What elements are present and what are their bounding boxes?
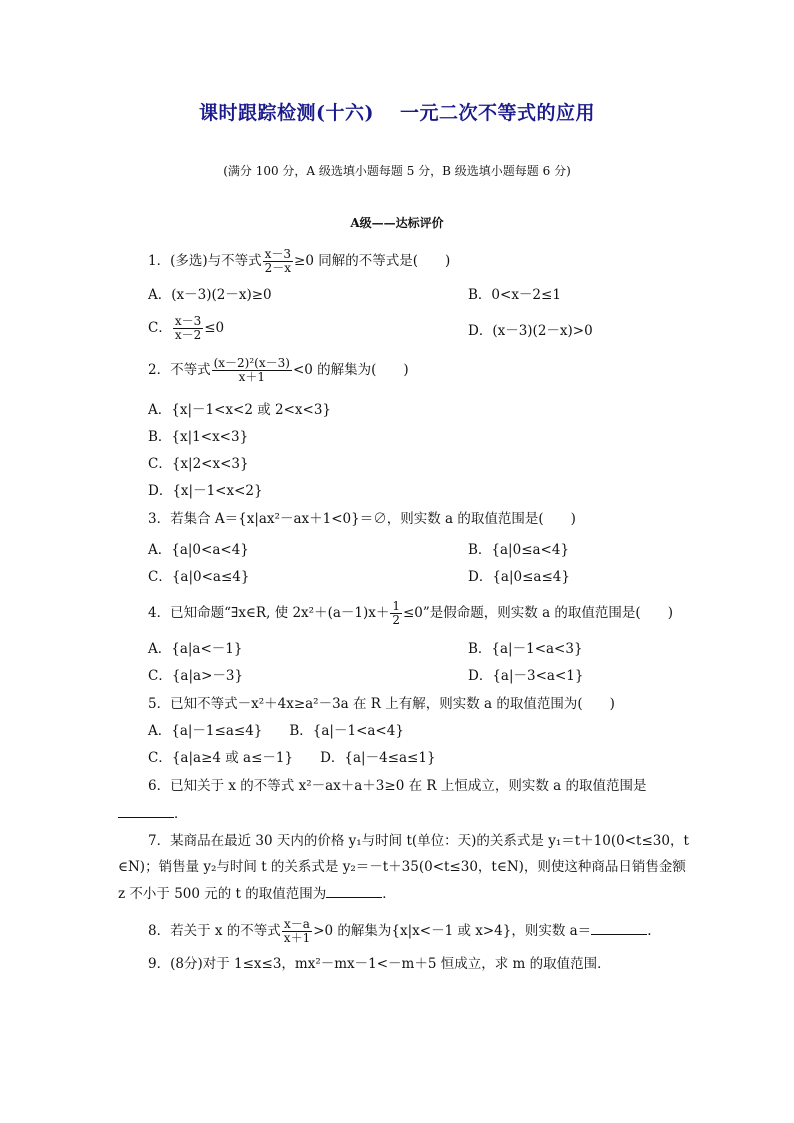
q8-fraction [282,918,312,945]
q7-answer-blank[interactable] [326,885,382,898]
q1-frac-num: x－3 [264,247,292,261]
q2-stem [148,357,409,384]
q2-fraction [212,357,292,384]
q1-stem-before: 1．(多选)与不等式 [148,253,262,269]
q2-option-a: A．{x|－1<x<2 或 2<x<3} [148,402,332,418]
q7-line2: ∈N)；销售量 y₂与时间 t 的关系式是 y₂＝－t＋35(0<t≤30，t∈N)，则使这种商品日销售金额 [118,859,686,875]
q1-option-a: A．(x－3)(2－x)≥0 [148,287,272,303]
q3-option-c: C．{a|0<a≤4} [148,569,250,585]
q3-option-a: A．{a|0<a<4} [148,542,249,558]
q1-option-c-label: C． [148,320,172,336]
q4-option-c: C．{a|a>－3} [148,668,244,684]
q6-line1: 6．已知关于 x 的不等式 x²－ax＋a＋3≥0 在 R 上恒成立，则实数 a 的取值范围是 [148,778,647,794]
q9-stem: 9．(8分)对于 1≤x≤3，mx²－mx－1<－m＋5 恒成立，求 m 的取值范围． [148,956,611,972]
q6-answer-blank[interactable] [118,805,174,818]
q3-option-d: D．{a|0≤a≤4} [468,569,570,585]
q3-option-b: B．{a|0≤a<4} [468,542,570,558]
q8-stem-before: 8．若关于 x 的不等式 [148,923,281,939]
q2-option-c: C．{x|2<x<3} [148,456,249,472]
q8-stem-end: . [647,923,652,939]
q7-line3 [118,885,396,903]
q8-frac-den: x＋1 [283,931,311,945]
q2-stem-before: 2．不等式 [148,362,211,378]
q4-stem-after: ≤0”是假命题，则实数 a 的取值范围是( ) [403,605,673,621]
q4-option-a: A．{a|a<－1} [148,641,243,657]
q1-stem-after: ≥0 同解的不等式是( ) [294,253,451,269]
q2-option-d: D．{x|－1<x<2} [148,483,263,499]
q6-line2 [118,805,188,823]
q1-stem [148,248,450,275]
q2-stem-after: <0 的解集为( ) [292,362,409,378]
q4-frac-num: 1 [392,599,400,613]
q8-answer-blank[interactable] [591,922,647,935]
title-part1: 课时跟踪检测(十六) [199,102,374,124]
q2-option-b: B．{x|1<x<3} [148,429,249,445]
q1-frac-den: 2－x [264,261,292,275]
q7-line3-before: z 不小于 500 元的 t 的取值范围为 [118,886,327,902]
score-note: (满分 100 分，A 级选填小题每题 5 分，B 级选填小题每题 6 分) [223,164,571,178]
q1-option-c-num: x－3 [174,314,202,328]
q4-fraction [390,600,402,627]
q1-option-c [148,315,224,342]
q7-line3-after: ． [382,886,396,902]
q5-options-ab: A．{a|－1≤a≤4} B．{a|－1<a<4} [148,723,404,739]
q8-stem-mid: >0 的解集为{x|x<－1 或 x>4}，则实数 a＝ [313,923,592,939]
q7-line1: 7．某商品在最近 30 天内的价格 y₁与时间 t(单位：天)的关系式是 y₁＝t＋10(0<t≤30，t [148,833,689,849]
q1-option-c-after: ≤0 [204,320,225,336]
q5-options-cd: C．{a|a≥4 或 a≤－1} D．{a|－4≤a≤1} [148,750,436,766]
q4-stem-before: 4．已知命题“∃x∈R, 使 2x²＋(a－1)x＋ [148,605,390,621]
q2-frac-den: x＋1 [238,370,265,384]
q1-option-c-fraction [173,315,203,342]
q3-stem: 3．若集合 A＝{x|ax²－ax＋1<0}＝∅，则实数 a 的取值范围是( ) [148,511,576,527]
q1-option-b: B．0<x－2≤1 [468,287,561,303]
q4-frac-den: 2 [392,613,400,627]
q4-option-d: D．{a|－3<a<1} [468,668,584,684]
section-a-heading: A级——达标评价 [350,216,444,230]
q4-stem [148,600,673,627]
q1-option-c-den: x－2 [174,328,202,342]
q4-option-b: B．{a|－1<a<3} [468,641,583,657]
title-part2: 一元二次不等式的应用 [399,102,595,124]
q1-option-d: D．(x－3)(2－x)>0 [468,323,593,339]
q1-fraction [263,248,293,275]
page-title [0,98,794,125]
q8-frac-num: x－a [282,918,312,932]
q6-line2-end: ． [174,806,188,822]
q8-stem [148,918,651,945]
q2-frac-num: (x－2)²(x－3) [213,356,290,370]
q5-stem: 5．已知不等式－x²＋4x≥a²－3a 在 R 上有解，则实数 a 的取值范围为( ) [148,696,615,712]
